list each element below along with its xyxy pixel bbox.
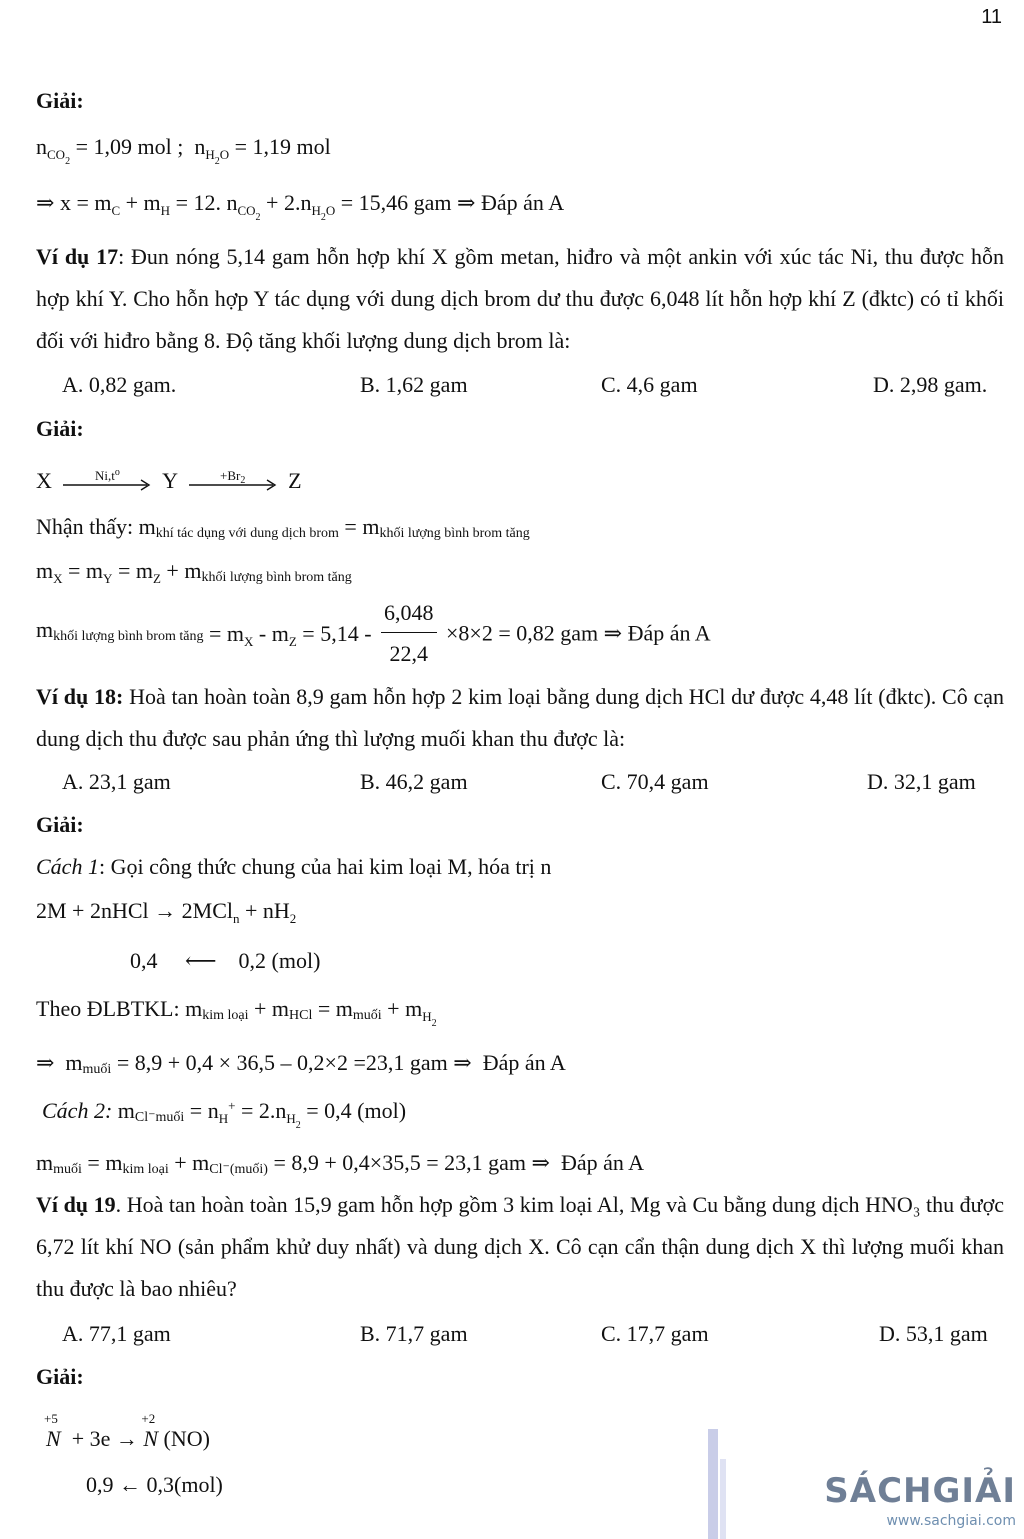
ex17-solution-label: Giải: xyxy=(36,416,84,441)
ex17-calculation: mkhối lượng bình brom tăng = $m_X - m_Z = 5,14$ - $\frac{6,048}{22,4}$ ×8×2 = 0,82 gam ⇒ Đáp án A xyxy=(36,598,711,669)
ex18-question: Ví dụ 18: Hoà tan hoàn toàn 8,9 gam hỗn hợp 2 kim loại bằng dung dịch HCl dư được 4,48 lít (đktc). Cô cạn dung dịch thu được sau phản ứng thì lượng muối khan thu được là: xyxy=(36,684,1005,751)
ex18-option-d: D. 32,1 gam xyxy=(867,769,976,794)
ex18-reaction: 2M + 2nHCl → $2MCl_n + nH_2$ xyxy=(36,898,297,926)
ex18-mole-ratio: 0,4 ⟵ 0,2 (mol) xyxy=(130,948,321,973)
ex19-mole-line: 0,9 ← 0,3(mol) xyxy=(86,1472,223,1497)
ex17-mass-equation: $m_X = m_Y = m_Z$ + mkhối lượng bình brom tăng xyxy=(36,558,352,586)
ex19-question: Ví dụ 19. Hoà tan hoàn toàn 15,9 gam hỗn hợp gồm 3 kim loại Al, Mg và Cu bằng dung dịch HNO₃ thu được 6,72 lít khí NO (sản phẩm khử duy nhất) và dung dịch X. Cô cạn cẩn thận dung dịch X thì lượng muối khan thu được là bao nhiêu? xyxy=(36,1192,1004,1301)
ex18-solution-label: Giải: xyxy=(36,812,84,837)
ex18-option-b: B. 46,2 gam xyxy=(360,769,468,794)
ex19-solution-label: Giải: xyxy=(36,1364,84,1389)
arrow-br2: $+Br_2$ xyxy=(189,473,277,493)
ex18-way1: Cách 1: Gọi công thức chung của hai kim loại M, hóa trị n xyxy=(36,854,552,879)
decorative-flask-graphic xyxy=(690,1419,750,1539)
watermark-brand: SÁCHGIẢI xyxy=(824,1471,1016,1511)
ex18-final: mmuối = mkim loại + mCl⁻(muối) = 8,9 + 0,4×35,5 = 23,1 gam ⇒ Đáp án A xyxy=(36,1150,645,1177)
ex16-result-line: ⇒ $x = m_C + m_H = 12$. $n_{CO_2} + 2.n_{H_2O} = 15,46$ gam ⇒ Đáp án A xyxy=(36,190,565,223)
ex17-option-c: C. 4,6 gam xyxy=(601,372,698,397)
ex17-note: Nhận thấy: mkhí tác dụng với dung dịch brom = mkhối lượng bình brom tăng xyxy=(36,514,530,541)
ex18-option-c: C. 70,4 gam xyxy=(601,769,709,794)
ex18-option-a: A. 23,1 gam xyxy=(62,769,171,794)
ex18-salt-calculation: ⇒ mmuối = 8,9 + 0,4 × 36,5 – 0,2×2 =23,1 gam ⇒ Đáp án A xyxy=(36,1050,566,1077)
ex19-option-a: A. 77,1 gam xyxy=(62,1321,171,1346)
ex17-option-b: B. 1,62 gam xyxy=(360,372,468,397)
ex17-question: Ví dụ 17: Đun nóng 5,14 gam hỗn hợp khí X gồm metan, hiđro và một ankin với xúc tác Ni, thu được hỗn hợp khí Y. Cho hỗn hợp Y tác dụng với dung dịch brom dư thu được 6,048 lít hỗn hợp khí Z (đktc) có tỉ khối đối với hiđro bằng 8. Độ tăng khối lượng dung dịch brom là: xyxy=(36,244,1004,353)
ex19-option-b: B. 71,7 gam xyxy=(360,1321,468,1346)
fraction: $\frac{6,048}{22,4}$ xyxy=(381,598,437,669)
arrow-ni-catalyst: $Ni,t^o$ xyxy=(63,473,151,493)
watermark xyxy=(824,1471,1016,1529)
ex17-option-d: D. 2,98 gam. xyxy=(873,372,988,397)
ex19-half-reaction: +5 N + 3e → +2 N (NO) xyxy=(44,1411,210,1451)
ex19-option-c: C. 17,7 gam xyxy=(601,1321,709,1346)
ex18-conservation: Theo ĐLBTKL: mkim loại + mHCl = mmuối + $m_{H_2}$ xyxy=(36,996,437,1029)
ex16-moles-line: $n_{CO_2} = 1,09$ mol ; $n_{H_2O} = 1,19$ mol xyxy=(36,134,331,167)
ex19-option-d: D. 53,1 gam xyxy=(879,1321,988,1346)
page-number: 11 xyxy=(981,6,1002,28)
ex17-option-a: A. 0,82 gam. xyxy=(62,372,177,397)
ex17-reaction-scheme: X $Ni,t^o$ Y $+Br_2$ Z xyxy=(36,466,302,493)
ex18-way2: Cách 2: mCl⁻muối = $n_H^+ = 2.n_{H_2} = 0,4$ (mol) xyxy=(42,1098,407,1131)
solution-label: Giải: xyxy=(36,88,84,113)
watermark-url: www.sachgiai.com xyxy=(886,1513,1016,1529)
